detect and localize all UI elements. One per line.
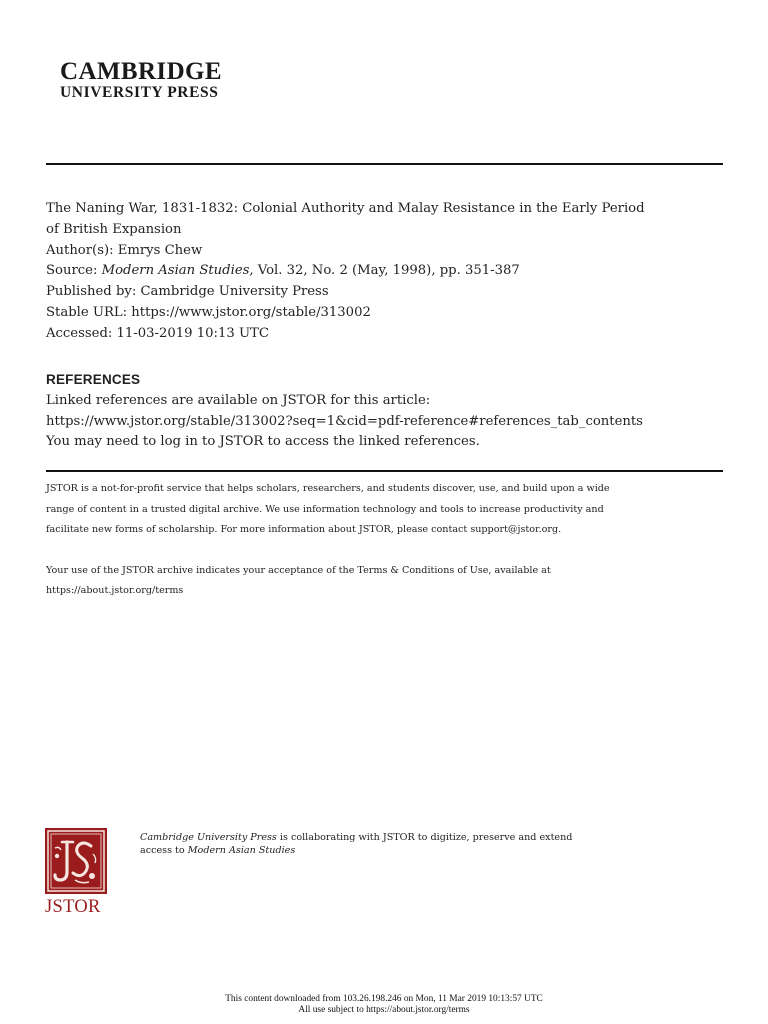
publisher-logo xyxy=(60,59,222,101)
jstor-wordmark: JSTOR xyxy=(45,897,101,917)
notice-line: JSTOR is a not-for-profit service that helps scholars, researchers, and students discover, use, and build upon a wide xyxy=(46,483,610,494)
references-login-note: You may need to log in to JSTOR to access the linked references. xyxy=(46,434,480,450)
collaboration-text1: is collaborating with JSTOR to digitize, preserve and extend xyxy=(276,832,573,843)
collaboration-text2: access to xyxy=(140,844,188,856)
references-heading: REFERENCES xyxy=(46,372,141,387)
article-title-line2: of British Expansion xyxy=(46,221,182,237)
notice-line: facilitate new forms of scholarship. For more information about JSTOR, please contact support@jstor.org. xyxy=(46,524,562,536)
publisher-logo-line1: CAMBRIDGE xyxy=(60,58,222,85)
article-accessed: Accessed: 11-03-2019 10:13 UTC xyxy=(46,325,269,341)
notice-gap xyxy=(46,541,726,561)
article-source xyxy=(46,261,726,282)
source-journal: Modern Asian Studies xyxy=(101,263,250,279)
middle-divider xyxy=(46,470,723,472)
source-details: , Vol. 32, No. 2 (May, 1998), pp. 351-387 xyxy=(249,263,520,279)
jstor-notice xyxy=(46,479,726,602)
references-link[interactable]: https://www.jstor.org/stable/313002?seq=1&cid=pdf-reference#references_tab_contents xyxy=(46,413,643,429)
article-authors: Author(s): Emrys Chew xyxy=(46,242,203,258)
top-divider xyxy=(46,163,723,165)
references-intro: Linked references are available on JSTOR for this article: xyxy=(46,392,431,408)
collaboration-statement xyxy=(140,832,700,858)
jstor-seal-icon xyxy=(45,828,107,898)
footer-terms: All use subject to https://about.jstor.org/terms xyxy=(298,1005,470,1015)
article-metadata xyxy=(46,199,726,345)
notice-terms-link[interactable]: https://about.jstor.org/terms xyxy=(46,585,184,597)
article-stable-url[interactable]: Stable URL: https://www.jstor.org/stable/313002 xyxy=(46,304,371,320)
references-section xyxy=(46,370,726,453)
footer-download-info: This content downloaded from 103.26.198.246 on Mon, 11 Mar 2019 10:13:57 UTC xyxy=(225,994,543,1004)
collaboration-line2 xyxy=(140,845,700,858)
publisher-logo-line2: UNIVERSITY PRESS xyxy=(60,84,219,101)
source-label: Source: xyxy=(46,263,102,279)
article-publisher: Published by: Cambridge University Press xyxy=(46,284,329,300)
article-title-line1: The Naning War, 1831-1832: Colonial Authority and Malay Resistance in the Early Period xyxy=(46,201,645,216)
collaboration-line1 xyxy=(140,832,700,845)
collaboration-publisher: Cambridge University Press xyxy=(140,832,277,843)
collaboration-journal: Modern Asian Studies xyxy=(187,844,296,856)
download-footer xyxy=(0,994,768,1016)
article-title xyxy=(46,199,726,241)
notice-line: range of content in a trusted digital archive. We use information technology and tools to increase productivity and xyxy=(46,503,604,515)
notice-terms-line: Your use of the JSTOR archive indicates your acceptance of the Terms & Conditions of Use, available at xyxy=(46,564,551,576)
